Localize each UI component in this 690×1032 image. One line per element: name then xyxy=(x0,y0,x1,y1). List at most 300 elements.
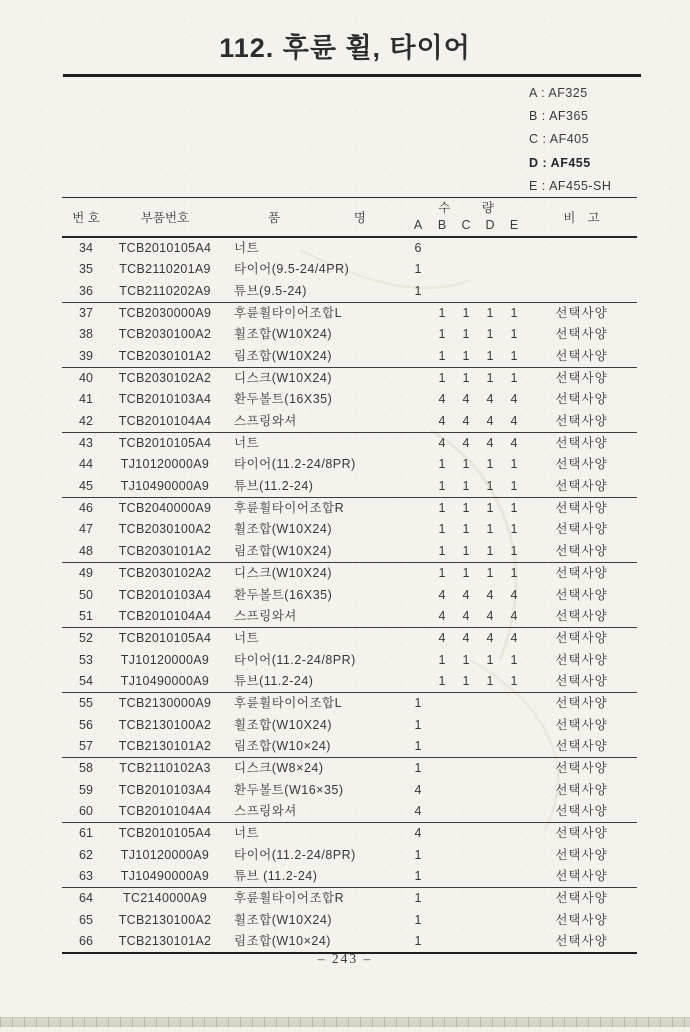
cell-number: 57 xyxy=(79,738,93,753)
cell-part-number: TCB2110202A9 xyxy=(119,283,211,298)
cell-remark: 선택사양 xyxy=(555,891,608,906)
cell-qty-e: 4 xyxy=(510,413,518,428)
cell-remark: 선택사양 xyxy=(555,457,608,472)
table-row xyxy=(62,519,637,540)
cell-qty-e xyxy=(502,910,526,931)
cell-qty-a xyxy=(406,324,430,345)
table-row xyxy=(62,780,637,801)
cell-qty-e: 1 xyxy=(510,306,518,321)
cell-qty-c xyxy=(454,931,478,952)
legend-item-e: E : AF455-SH xyxy=(529,178,612,193)
cell-qty-e: 1 xyxy=(510,371,518,386)
table-row xyxy=(62,888,637,909)
cell-qty-d: 1 xyxy=(486,501,494,516)
legend-item-b: B : AF365 xyxy=(529,109,589,124)
table-row xyxy=(62,736,637,758)
cell-number: 42 xyxy=(79,413,93,428)
cell-qty-b: 1 xyxy=(438,457,446,472)
cell-part-number: TJ10490000A9 xyxy=(120,478,210,493)
page-number: – 243 – xyxy=(317,951,373,966)
cell-qty-c: 4 xyxy=(462,587,470,602)
table-row xyxy=(62,758,637,779)
cell-qty-e: 1 xyxy=(510,327,518,342)
table-row xyxy=(62,433,637,454)
cell-part-name: 튜브(11.2-24) xyxy=(234,673,314,688)
cell-part-name: 후륜휠타이어조합R xyxy=(234,891,345,906)
cell-qty-b: 1 xyxy=(438,348,446,363)
cell-qty-d: 4 xyxy=(486,413,494,428)
cell-qty-e xyxy=(502,780,526,801)
cell-qty-e: 1 xyxy=(510,457,518,472)
cell-part-number: TJ10120000A9 xyxy=(120,457,210,472)
cell-qty-d xyxy=(478,888,502,909)
cell-number: 50 xyxy=(79,587,93,602)
cell-qty-e: 1 xyxy=(510,522,518,537)
cell-qty-a xyxy=(406,476,430,497)
cell-number: 43 xyxy=(79,436,93,451)
cell-number: 53 xyxy=(79,652,93,667)
cell-remark: 선택사양 xyxy=(555,587,608,602)
cell-part-number: TCB2030100A2 xyxy=(118,327,212,342)
cell-remark: 선택사양 xyxy=(555,652,608,667)
cell-qty-e xyxy=(502,823,526,844)
cell-qty-e: 1 xyxy=(510,348,518,363)
cell-qty-c xyxy=(454,281,478,302)
cell-qty-c xyxy=(454,715,478,736)
cell-part-number: TCB2110201A9 xyxy=(119,262,211,277)
cell-qty-e xyxy=(502,845,526,866)
cell-part-name: 디스크(W8×24) xyxy=(234,761,324,776)
table-row xyxy=(62,866,637,888)
cell-qty-e: 4 xyxy=(510,392,518,407)
header-part-name xyxy=(220,198,406,236)
table-row xyxy=(62,324,637,345)
cell-qty-d xyxy=(478,845,502,866)
cell-qty-d: 4 xyxy=(486,631,494,646)
cell-qty-c: 1 xyxy=(462,478,470,493)
cell-qty-c xyxy=(454,758,478,779)
header-quantity xyxy=(406,198,526,236)
cell-remark: 선택사양 xyxy=(555,868,608,883)
cell-part-name: 림조합(W10×24) xyxy=(234,934,331,948)
cell-qty-d xyxy=(478,931,502,952)
cell-part-name: 후륜휠타이어조합R xyxy=(234,501,345,516)
cell-part-name: 휠조합(W10X24) xyxy=(234,522,332,537)
cell-qty-a xyxy=(406,585,430,606)
cell-part-number: TCB2010105A4 xyxy=(118,826,212,841)
cell-remark: 선택사양 xyxy=(555,478,608,493)
cell-qty-c: 1 xyxy=(462,522,470,537)
cell-number: 45 xyxy=(79,478,93,493)
cell-qty-b xyxy=(430,715,454,736)
table-row xyxy=(62,715,637,736)
cell-qty-d xyxy=(478,693,502,714)
cell-qty-d xyxy=(478,758,502,779)
cell-remark: 선택사양 xyxy=(555,934,608,948)
cell-remark: 선택사양 xyxy=(555,413,608,428)
cell-qty-c: 1 xyxy=(462,501,470,516)
cell-qty-b xyxy=(430,259,454,280)
cell-part-number: TCB2130000A9 xyxy=(118,696,212,711)
cell-qty-b: 1 xyxy=(438,327,446,342)
cell-part-name: 후륜휠타이어조합L xyxy=(234,696,343,711)
cell-qty-b: 1 xyxy=(438,522,446,537)
cell-qty-e xyxy=(502,866,526,887)
cell-qty-e: 4 xyxy=(510,631,518,646)
cell-qty-b: 1 xyxy=(438,652,446,667)
header-qty-col-b: B xyxy=(437,218,447,232)
cell-remark xyxy=(526,281,637,302)
table-row xyxy=(62,563,637,584)
cell-part-number: TCB2010104A4 xyxy=(118,803,212,818)
cell-part-name: 후륜휠타이어조합L xyxy=(234,306,343,321)
cell-part-number: TCB2010104A4 xyxy=(118,413,212,428)
cell-qty-c: 4 xyxy=(462,631,470,646)
cell-qty-c: 4 xyxy=(462,608,470,623)
page-title: 112. 후륜 휠, 타이어 xyxy=(219,33,471,63)
cell-qty-c: 4 xyxy=(462,413,470,428)
legend-item-a: A : AF325 xyxy=(529,86,588,100)
cell-qty-e xyxy=(502,259,526,280)
cell-qty-b: 1 xyxy=(438,673,446,688)
table-row xyxy=(62,368,637,389)
cell-remark: 선택사양 xyxy=(555,306,608,321)
cell-qty-a xyxy=(406,563,430,584)
header-qty-col-e: E xyxy=(509,218,519,232)
cell-remark: 선택사양 xyxy=(555,761,608,776)
cell-remark: 선택사양 xyxy=(555,826,608,841)
cell-remark: 선택사양 xyxy=(555,371,608,386)
cell-part-number: TCB2010105A4 xyxy=(118,631,212,646)
cell-number: 49 xyxy=(79,566,93,581)
cell-qty-c xyxy=(454,866,478,887)
cell-part-name: 타이어(11.2-24/8PR) xyxy=(234,457,356,472)
table-row xyxy=(62,346,637,368)
cell-number: 55 xyxy=(79,696,93,711)
table-row xyxy=(62,303,637,324)
cell-qty-a: 6 xyxy=(414,241,422,255)
cell-qty-e: 1 xyxy=(510,501,518,516)
cell-part-name: 튜브(9.5-24) xyxy=(234,283,307,298)
cell-number: 54 xyxy=(79,673,93,688)
cell-qty-d: 1 xyxy=(486,371,494,386)
cell-part-name: 디스크(W10X24) xyxy=(234,566,332,581)
cell-qty-e xyxy=(502,801,526,822)
cell-number: 46 xyxy=(79,501,93,516)
cell-qty-b: 4 xyxy=(438,436,446,451)
cell-qty-c: 1 xyxy=(462,327,470,342)
table-row xyxy=(62,238,637,259)
cell-qty-d xyxy=(478,823,502,844)
cell-remark: 선택사양 xyxy=(555,717,608,732)
cell-qty-a: 1 xyxy=(414,891,422,906)
cell-qty-d xyxy=(478,780,502,801)
cell-part-number: TCB2130101A2 xyxy=(118,738,212,753)
cell-number: 37 xyxy=(79,306,93,321)
cell-part-name: 스프링와셔 xyxy=(234,608,297,623)
cell-part-name: 림조합(W10X24) xyxy=(234,348,332,363)
cell-qty-a xyxy=(406,389,430,410)
header-qty-col-a: A xyxy=(413,218,423,232)
cell-qty-b xyxy=(430,758,454,779)
cell-qty-a xyxy=(406,454,430,475)
cell-qty-d xyxy=(478,736,502,757)
cell-part-number: TJ10120000A9 xyxy=(120,847,210,862)
cell-qty-a xyxy=(406,498,430,519)
cell-number: 36 xyxy=(79,283,93,298)
cell-qty-b: 1 xyxy=(438,306,446,321)
cell-qty-c xyxy=(454,823,478,844)
cell-qty-e xyxy=(502,888,526,909)
cell-part-name: 디스크(W10X24) xyxy=(234,371,332,386)
cell-qty-a: 1 xyxy=(414,738,422,753)
cell-remark xyxy=(526,238,637,259)
header-quantity-title: 수 량 xyxy=(438,201,508,215)
cell-number: 38 xyxy=(79,327,93,342)
cell-remark: 선택사양 xyxy=(555,436,608,451)
cell-remark xyxy=(526,259,637,280)
legend-item-c: C : AF405 xyxy=(529,132,590,147)
cell-remark: 선택사양 xyxy=(555,543,608,558)
parts-table xyxy=(62,197,637,954)
table-header xyxy=(62,198,637,238)
cell-qty-c xyxy=(454,693,478,714)
cell-number: 39 xyxy=(79,348,93,363)
cell-qty-e xyxy=(502,281,526,302)
cell-part-name: 튜브 (11.2-24) xyxy=(234,868,318,883)
cell-qty-c xyxy=(454,845,478,866)
table-row xyxy=(62,389,637,410)
cell-part-number: TCB2130100A2 xyxy=(118,717,212,732)
cell-part-number: TCB2030101A2 xyxy=(118,348,212,363)
cell-qty-e xyxy=(502,238,526,259)
cell-qty-c: 1 xyxy=(462,652,470,667)
cell-part-name: 환두볼트(16X35) xyxy=(234,392,333,407)
table-row xyxy=(62,671,637,693)
cell-part-name: 너트 xyxy=(234,436,260,451)
cell-qty-e: 1 xyxy=(510,566,518,581)
cell-qty-d: 4 xyxy=(486,392,494,407)
cell-part-number: TCB2010103A4 xyxy=(118,782,212,797)
cell-remark: 선택사양 xyxy=(555,738,608,753)
legend-item-d: D : AF455 xyxy=(529,155,591,170)
cell-remark: 선택사양 xyxy=(555,631,608,646)
cell-part-name: 휠조합(W10X24) xyxy=(234,327,332,342)
cell-qty-a xyxy=(406,411,430,432)
model-legend xyxy=(529,82,611,198)
cell-qty-d: 1 xyxy=(486,522,494,537)
cell-qty-d xyxy=(478,281,502,302)
cell-qty-d: 1 xyxy=(486,673,494,688)
cell-remark: 선택사양 xyxy=(555,782,608,797)
cell-qty-d: 1 xyxy=(486,543,494,558)
cell-remark: 선택사양 xyxy=(555,501,608,516)
cell-qty-e xyxy=(502,736,526,757)
cell-number: 60 xyxy=(79,803,93,818)
header-part-number: 부품번호 xyxy=(140,211,190,225)
table-row xyxy=(62,650,637,671)
cell-number: 40 xyxy=(79,371,93,386)
cell-qty-b: 1 xyxy=(438,543,446,558)
cell-qty-b xyxy=(430,888,454,909)
cell-qty-d: 4 xyxy=(486,587,494,602)
cell-part-name: 스프링와셔 xyxy=(234,803,297,818)
cell-number: 58 xyxy=(79,761,93,776)
cell-qty-a xyxy=(406,303,430,324)
cell-qty-d xyxy=(478,866,502,887)
table-row xyxy=(62,910,637,931)
cell-remark: 선택사양 xyxy=(555,803,608,818)
cell-qty-b: 1 xyxy=(438,478,446,493)
cell-number: 47 xyxy=(79,522,93,537)
cell-qty-d: 1 xyxy=(486,457,494,472)
cell-remark: 선택사양 xyxy=(555,566,608,581)
header-qty-col-c: C xyxy=(461,218,471,232)
table-row xyxy=(62,454,637,475)
cell-qty-a: 1 xyxy=(414,912,422,927)
table-row xyxy=(62,693,637,714)
cell-part-number: TCB2010105A4 xyxy=(118,241,212,255)
table-row xyxy=(62,259,637,280)
cell-part-number: TCB2010105A4 xyxy=(118,436,212,451)
cell-qty-e: 1 xyxy=(510,652,518,667)
cell-qty-a: 1 xyxy=(414,847,422,862)
cell-number: 59 xyxy=(79,782,93,797)
cell-qty-a xyxy=(406,650,430,671)
cell-qty-a: 1 xyxy=(414,868,422,883)
cell-qty-c: 1 xyxy=(462,348,470,363)
cell-part-name: 환두볼트(16X35) xyxy=(234,587,333,602)
cell-number: 41 xyxy=(79,392,93,407)
cell-part-number: TCB2030101A2 xyxy=(118,543,212,558)
cell-qty-d: 1 xyxy=(486,566,494,581)
title-divider xyxy=(63,74,641,77)
cell-qty-a xyxy=(406,368,430,389)
cell-qty-b xyxy=(430,931,454,952)
cell-part-number: TCB2010103A4 xyxy=(118,587,212,602)
cell-number: 61 xyxy=(79,826,93,841)
cell-remark: 선택사양 xyxy=(555,847,608,862)
cell-part-number: TCB2130101A2 xyxy=(118,934,212,948)
cell-qty-c xyxy=(454,238,478,259)
cell-part-number: TCB2030100A2 xyxy=(118,522,212,537)
header-part-name-left: 품 xyxy=(268,211,281,225)
cell-part-name: 타이어(9.5-24/4PR) xyxy=(234,262,350,277)
cell-remark: 선택사양 xyxy=(555,348,608,363)
cell-qty-c: 4 xyxy=(462,392,470,407)
cell-qty-b xyxy=(430,910,454,931)
table-body xyxy=(62,238,637,952)
cell-number: 48 xyxy=(79,543,93,558)
cell-remark: 선택사양 xyxy=(555,327,608,342)
cell-qty-e: 4 xyxy=(510,608,518,623)
cell-remark: 선택사양 xyxy=(555,392,608,407)
cell-qty-a xyxy=(406,606,430,627)
cell-part-name: 튜브(11.2-24) xyxy=(234,478,314,493)
cell-qty-e: 4 xyxy=(510,436,518,451)
cell-qty-c: 1 xyxy=(462,457,470,472)
cell-qty-c: 1 xyxy=(462,566,470,581)
cell-qty-c: 1 xyxy=(462,543,470,558)
table-row xyxy=(62,628,637,649)
cell-remark: 선택사양 xyxy=(555,912,608,927)
cell-qty-d: 1 xyxy=(486,478,494,493)
scan-edge-artifact xyxy=(0,1017,690,1027)
cell-part-number: TJ10490000A9 xyxy=(120,868,210,883)
cell-qty-d: 4 xyxy=(486,436,494,451)
cell-qty-a: 1 xyxy=(414,934,422,948)
cell-qty-b: 4 xyxy=(438,608,446,623)
cell-part-name: 너트 xyxy=(234,241,260,255)
cell-qty-a: 1 xyxy=(414,717,422,732)
cell-qty-e: 1 xyxy=(510,673,518,688)
cell-qty-e: 1 xyxy=(510,543,518,558)
cell-qty-e xyxy=(502,758,526,779)
cell-qty-a: 4 xyxy=(414,826,422,841)
cell-number: 51 xyxy=(79,608,93,623)
cell-remark: 선택사양 xyxy=(555,673,608,688)
cell-qty-a xyxy=(406,346,430,367)
cell-qty-d xyxy=(478,715,502,736)
cell-qty-b xyxy=(430,780,454,801)
cell-qty-d xyxy=(478,238,502,259)
table-row xyxy=(62,411,637,433)
cell-qty-d: 1 xyxy=(486,652,494,667)
cell-qty-e: 1 xyxy=(510,478,518,493)
cell-qty-d: 1 xyxy=(486,306,494,321)
cell-remark: 선택사양 xyxy=(555,522,608,537)
cell-qty-d xyxy=(478,259,502,280)
cell-qty-b: 1 xyxy=(438,501,446,516)
table-row xyxy=(62,845,637,866)
cell-part-number: TCB2030102A2 xyxy=(118,566,212,581)
cell-part-name: 휠조합(W10X24) xyxy=(234,717,332,732)
cell-qty-c xyxy=(454,910,478,931)
cell-qty-b xyxy=(430,823,454,844)
cell-part-number: TCB2030102A2 xyxy=(118,371,212,386)
cell-qty-a xyxy=(406,541,430,562)
cell-part-number: TCB2030000A9 xyxy=(118,306,212,321)
cell-qty-a xyxy=(406,671,430,692)
cell-number: 34 xyxy=(79,241,93,255)
cell-qty-b: 1 xyxy=(438,566,446,581)
cell-qty-a xyxy=(406,628,430,649)
cell-qty-a: 1 xyxy=(414,262,422,277)
cell-part-number: TJ10120000A9 xyxy=(120,652,210,667)
cell-part-number: TCB2010104A4 xyxy=(118,608,212,623)
cell-qty-d: 4 xyxy=(486,608,494,623)
cell-qty-b: 4 xyxy=(438,413,446,428)
header-number: 번 호 xyxy=(72,211,100,225)
cell-qty-c: 1 xyxy=(462,673,470,688)
cell-qty-b: 1 xyxy=(438,371,446,386)
cell-number: 63 xyxy=(79,868,93,883)
table-row xyxy=(62,606,637,628)
table-row xyxy=(62,585,637,606)
cell-qty-b: 4 xyxy=(438,587,446,602)
cell-remark: 선택사양 xyxy=(555,696,608,711)
cell-qty-b xyxy=(430,845,454,866)
cell-qty-b xyxy=(430,736,454,757)
cell-qty-d: 1 xyxy=(486,327,494,342)
cell-part-number: TCB2040000A9 xyxy=(118,501,212,516)
cell-qty-c xyxy=(454,259,478,280)
cell-number: 65 xyxy=(79,912,93,927)
cell-qty-b xyxy=(430,801,454,822)
cell-part-number: TCB2130100A2 xyxy=(118,912,212,927)
cell-part-number: TCB2010103A4 xyxy=(118,392,212,407)
table-row xyxy=(62,931,637,952)
